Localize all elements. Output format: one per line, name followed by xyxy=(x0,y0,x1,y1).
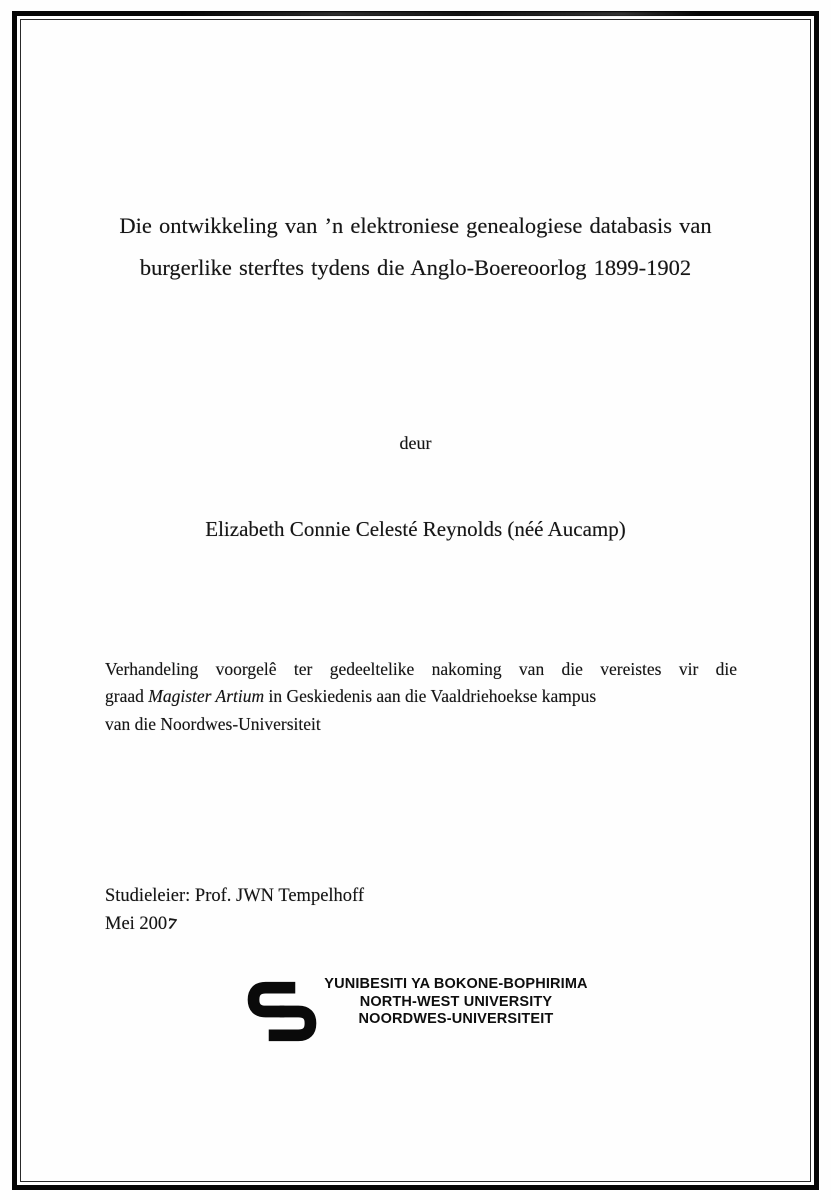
scan-artifact xyxy=(180,12,700,16)
university-name-setswana: YUNIBESITI YA BOKONE-BOPHIRIMA xyxy=(324,976,588,992)
submission-line-3: van die Noordwes-Universiteit xyxy=(105,713,321,734)
thesis-title-line-2: burgerlike sterftes tydens die Anglo-Boereoorlog 1899-1902 xyxy=(139,255,692,280)
byline-label: deur xyxy=(399,433,432,453)
thesis-title-line-1: Die ontwikkeling van ’n elektroniese genealogiese databasis van xyxy=(119,213,712,238)
degree-name-italic: Magister Artium xyxy=(148,686,265,707)
date-line xyxy=(105,910,364,938)
university-name-english: NORTH-WEST UNIVERSITY xyxy=(359,993,553,1010)
submission-line-2-prefix: graad xyxy=(105,686,149,707)
nwu-interlocked-links-icon xyxy=(243,977,321,1046)
university-logo-text xyxy=(324,974,587,1029)
submission-line-2 xyxy=(105,683,737,710)
date-prefix: Mei 200 xyxy=(105,914,168,934)
submission-line-1: Verhandeling voorgelê ter gedeeltelike nakoming van die vereistes vir die xyxy=(105,659,737,679)
thesis-title xyxy=(0,205,831,289)
university-logo xyxy=(0,974,831,1046)
submission-statement xyxy=(105,656,737,738)
submission-line-2-suffix: in Geskiedenis aan die Vaaldriehoekse kampus xyxy=(264,686,597,707)
supervisor-and-date xyxy=(105,882,364,938)
author-name: Elizabeth Connie Celesté Reynolds (néé Aucamp) xyxy=(205,517,626,541)
supervisor-line: Studieleier: Prof. JWN Tempelhoff xyxy=(105,886,365,906)
date-last-digit: 7 xyxy=(166,915,179,934)
university-name-afrikaans: NOORDWES-UNIVERSITEIT xyxy=(358,1011,554,1028)
